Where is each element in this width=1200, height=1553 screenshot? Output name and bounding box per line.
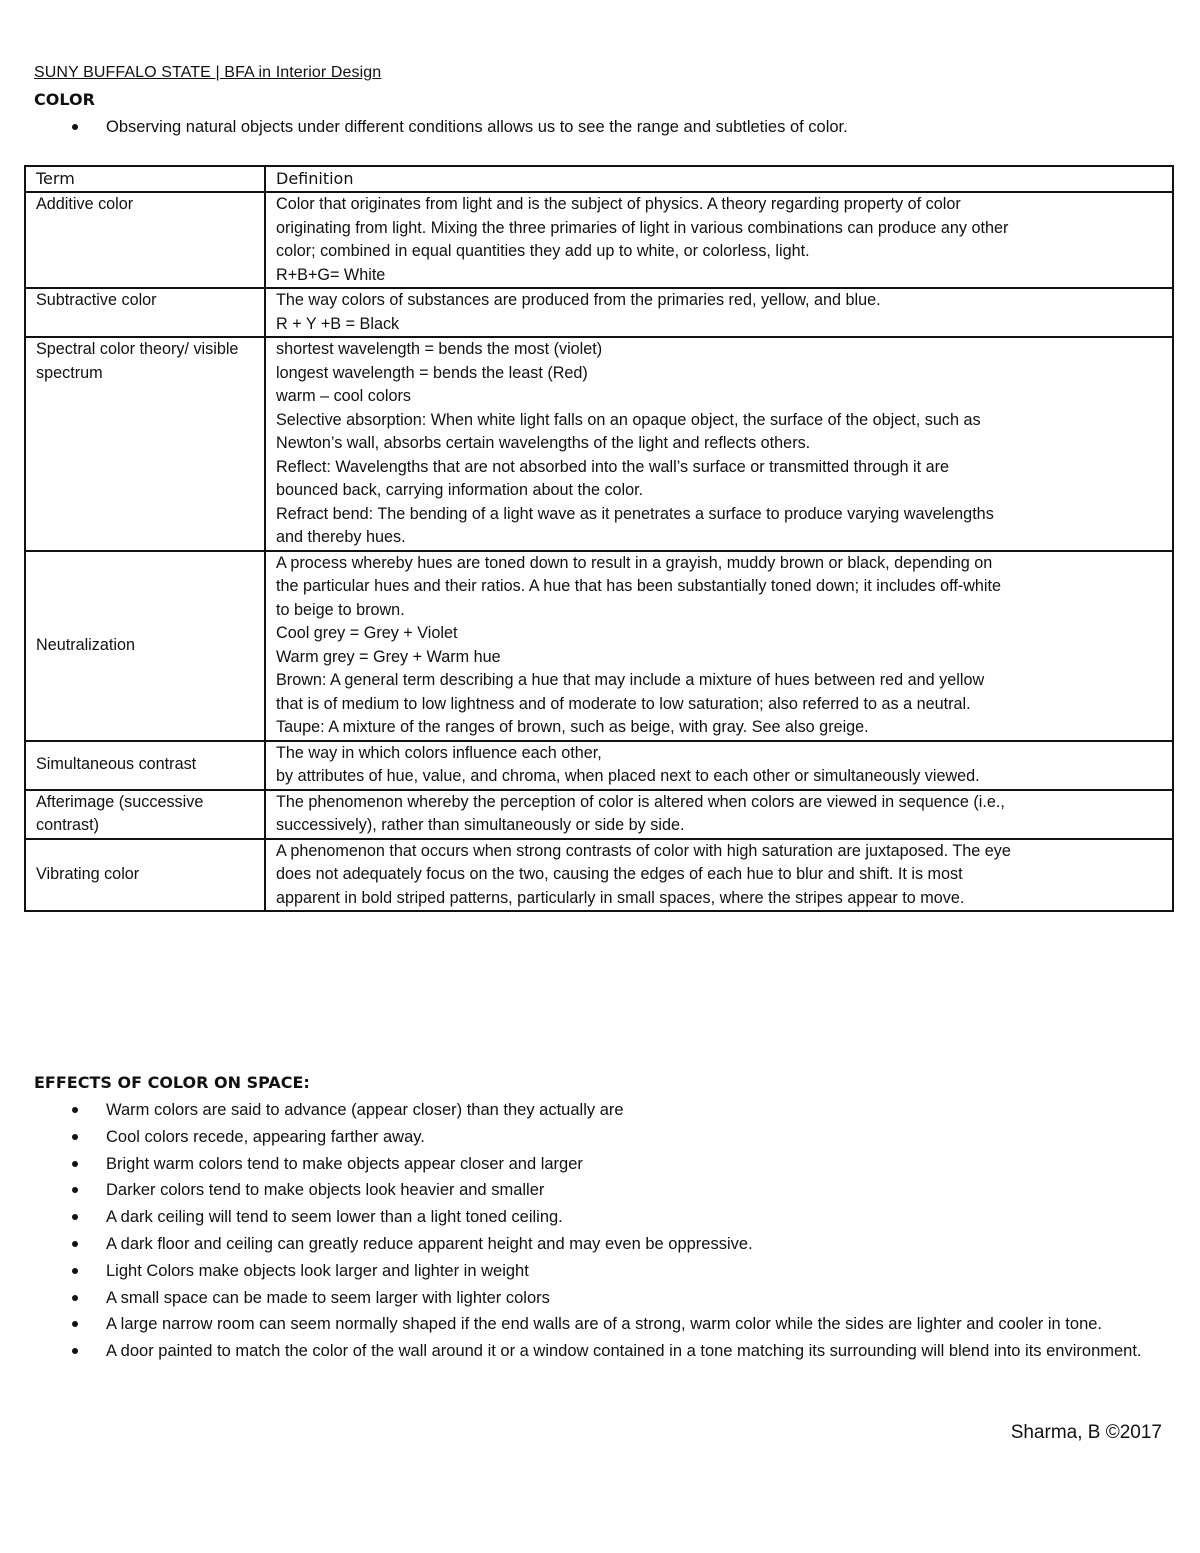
bullet-icon	[72, 1268, 78, 1274]
definition-line: originating from light. Mixing the three primaries of light in various combinations can produce any other	[276, 218, 1009, 237]
definition-line: Warm grey = Grey + Warm hue	[276, 647, 501, 666]
definition-line: The way in which colors influence each other,	[276, 743, 602, 762]
definition-line: warm – cool colors	[276, 387, 411, 405]
definition-cell	[265, 741, 1173, 790]
table-header-row	[25, 166, 1173, 192]
definition-line: A phenomenon that occurs when strong contrasts of color with high saturation are juxtaposed. The eye	[276, 841, 1011, 860]
definition-line: the particular hues and their ratios. A hue that has been substantially toned down; it includes off-white	[276, 577, 1001, 595]
table-row	[25, 839, 1173, 912]
list-item	[34, 1178, 1164, 1202]
definition-line: by attributes of hue, value, and chroma, when placed next to each other or simultaneously viewed.	[276, 767, 980, 785]
list-item	[34, 1125, 1164, 1149]
effect-text: Bright warm colors tend to make objects appear closer and larger	[106, 1154, 583, 1173]
bullet-icon	[72, 1134, 78, 1140]
table-row	[25, 551, 1173, 741]
definition-line: color; combined in equal quantities they add up to white, or colorless, light.	[276, 242, 810, 260]
definition-line: R+B+G= White	[276, 265, 386, 284]
effect-text: A door painted to match the color of the wall around it or a window contained in a tone matching its surrounding will blend into its environment.	[106, 1342, 1142, 1361]
bullet-icon	[72, 1161, 78, 1167]
list-item	[34, 1098, 1164, 1122]
definition-line: to beige to brown.	[276, 600, 405, 619]
definition-line: longest wavelength = bends the least (Red)	[276, 363, 588, 382]
effect-text: A large narrow room can seem normally shaped if the end walls are of a strong, warm color while the sides are lighter and cooler in tone.	[106, 1315, 1103, 1334]
term-cell: Afterimage (successive contrast)	[25, 790, 265, 839]
definition-line: Refract bend: The bending of a light wave as it penetrates a surface to produce varying wavelengths	[276, 504, 994, 523]
effect-text: Light Colors make objects look larger and lighter in weight	[106, 1261, 529, 1280]
definition-line: that is of medium to low lightness and of moderate to low saturation; also referred to as a neutral.	[276, 694, 971, 713]
definition-cell	[265, 192, 1173, 288]
definition-cell	[265, 839, 1173, 912]
definition-line: Color that originates from light and is the subject of physics. A theory regarding property of color	[276, 195, 961, 213]
term-cell: Vibrating color	[25, 839, 265, 912]
definition-cell	[265, 551, 1173, 741]
list-item	[34, 115, 1164, 139]
definition-line: apparent in bold striped patterns, particularly in small spaces, where the stripes appear to move.	[276, 888, 965, 907]
list-item	[34, 1286, 1164, 1310]
bullet-icon	[72, 1107, 78, 1113]
bullet-icon	[72, 1187, 78, 1193]
definition-line: Taupe: A mixture of the ranges of brown, such as beige, with gray. See also greige.	[276, 718, 869, 736]
effects-section-title: EFFECTS OF COLOR ON SPACE:	[34, 1073, 310, 1092]
table-body	[25, 192, 1173, 911]
list-item	[34, 1205, 1164, 1229]
definition-line: The phenomenon whereby the perception of color is altered when colors are viewed in sequence (i.e.,	[276, 792, 1005, 811]
definition-column-header: Definition	[265, 166, 1173, 192]
definition-line: A process whereby hues are toned down to result in a grayish, muddy brown or black, depending on	[276, 553, 993, 572]
effect-text: A dark floor and ceiling can greatly reduce apparent height and may even be oppressive.	[106, 1234, 753, 1253]
definition-line: R + Y +B = Black	[276, 314, 400, 333]
definition-line: Selective absorption: When white light falls on an opaque object, the surface of the object, such as	[276, 410, 981, 429]
definition-cell	[265, 337, 1173, 551]
definition-line: Cool grey = Grey + Violet	[276, 624, 458, 642]
list-item	[34, 1152, 1164, 1176]
term-cell: Spectral color theory/ visible spectrum	[25, 337, 265, 551]
list-item	[34, 1259, 1164, 1283]
bullet-icon	[72, 1241, 78, 1247]
definition-line: The way colors of substances are produced from the primaries red, yellow, and blue.	[276, 291, 881, 309]
copyright-credit: Sharma, B ©2017	[1010, 1422, 1162, 1443]
list-item	[34, 1312, 1164, 1336]
definition-cell	[265, 790, 1173, 839]
definition-cell	[265, 288, 1173, 337]
institution-header: SUNY BUFFALO STATE | BFA in Interior Design	[34, 64, 382, 81]
table-row	[25, 741, 1173, 790]
effect-text: A dark ceiling will tend to seem lower than a light toned ceiling.	[106, 1208, 563, 1227]
definition-line: Brown: A general term describing a hue that may include a mixture of hues between red and yellow	[276, 671, 985, 689]
definition-line: bounced back, carrying information about the color.	[276, 481, 644, 499]
color-terms-table	[24, 165, 1174, 912]
effect-text: A small space can be made to seem larger with lighter colors	[106, 1288, 550, 1307]
term-cell: Additive color	[25, 192, 265, 288]
definition-line: and thereby hues.	[276, 528, 406, 546]
definition-line: shortest wavelength = bends the most (violet)	[276, 340, 603, 358]
effect-text: Warm colors are said to advance (appear closer) than they actually are	[106, 1101, 624, 1119]
bullet-icon	[72, 1348, 78, 1354]
intro-bullet-list	[34, 115, 1164, 142]
definition-line: successively), rather than simultaneously or side by side.	[276, 816, 685, 834]
table-row	[25, 790, 1173, 839]
effects-bullet-list	[34, 1098, 1164, 1366]
list-item	[34, 1232, 1164, 1256]
bullet-icon	[72, 1214, 78, 1220]
table-row	[25, 288, 1173, 337]
bullet-icon	[72, 1295, 78, 1301]
definition-line: Reflect: Wavelengths that are not absorbed into the wall’s surface or transmitted through it are	[276, 457, 950, 476]
table-row	[25, 337, 1173, 551]
bullet-icon	[72, 1321, 78, 1327]
term-cell: Neutralization	[25, 551, 265, 741]
table-row	[25, 192, 1173, 288]
effect-text: Darker colors tend to make objects look heavier and smaller	[106, 1181, 545, 1200]
term-column-header: Term	[25, 166, 265, 192]
intro-bullet-text: Observing natural objects under different conditions allows us to see the range and subtleties of color.	[106, 118, 848, 136]
definition-line: does not adequately focus on the two, causing the edges of each hue to blur and shift. It is most	[276, 865, 963, 883]
color-section-title: COLOR	[34, 90, 95, 109]
term-cell: Simultaneous contrast	[25, 741, 265, 790]
bullet-icon	[72, 124, 78, 130]
list-item	[34, 1339, 1164, 1363]
term-cell: Subtractive color	[25, 288, 265, 337]
definition-line: Newton’s wall, absorbs certain wavelengths of the light and reflects others.	[276, 434, 811, 452]
effect-text: Cool colors recede, appearing farther away.	[106, 1127, 425, 1146]
